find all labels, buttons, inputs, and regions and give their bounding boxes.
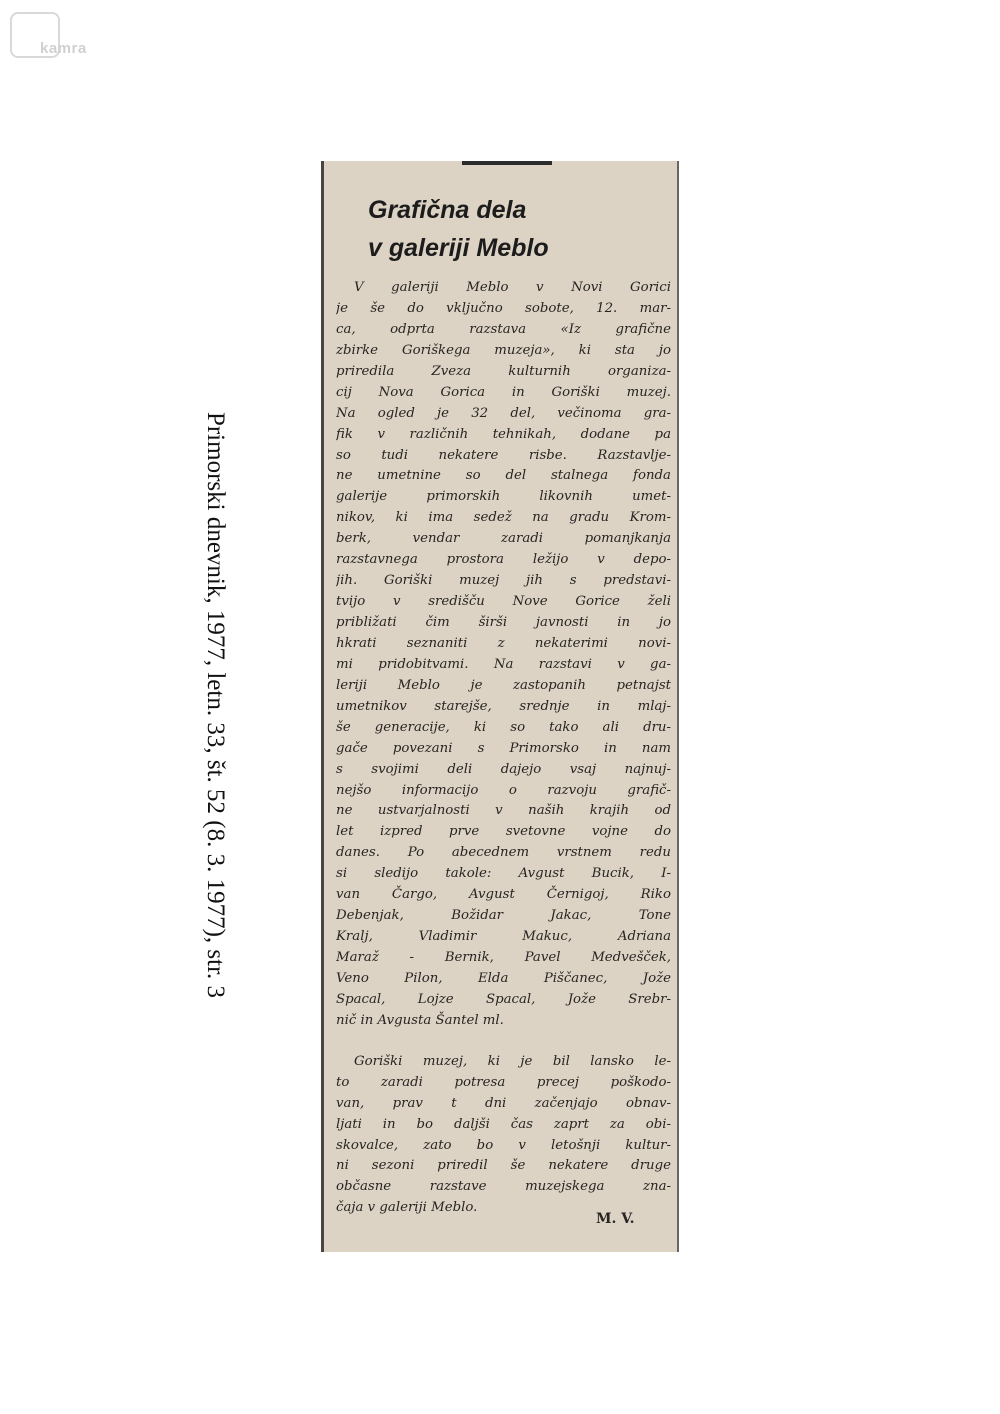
top-rule [462, 161, 552, 165]
text-line: nikov, ki ima sedež na gradu Krom- [336, 510, 671, 526]
text-line: ni sezoni priredil še nekatere druge [336, 1158, 671, 1174]
text-line: ljati in bo daljši čas zaprt za obi- [336, 1116, 671, 1132]
text-line: ca, odprta razstava «Iz grafične [336, 321, 671, 337]
text-line: gače povezani s Primorsko in nam [336, 740, 671, 756]
text-line: mi pridobitvami. Na razstavi v ga- [336, 656, 671, 672]
text-line: Spacal, Lojze Spacal, Jože Srebr- [336, 991, 671, 1007]
newspaper-clipping [321, 161, 679, 1252]
kamra-logo [10, 12, 110, 60]
text-line: let izpred prve svetovne vojne do [336, 824, 671, 840]
text-line: si sledijo takole: Avgust Bucik, I- [336, 866, 671, 882]
paragraph-gap [336, 1032, 671, 1052]
citation-text: Primorski dnevnik, 1977, letn. 33, št. 52 (8. 3. 1977), str. 3 [202, 411, 229, 999]
text-line: zbirke Goriškega muzeja», ki sta jo [336, 342, 671, 358]
kamra-watermark-text: kamra [40, 40, 87, 57]
text-line: priredila Zveza kulturnih organiza- [336, 363, 671, 379]
headline-line: Grafična dela [368, 196, 527, 224]
headline-line: v galeriji Meblo [368, 234, 549, 262]
text-line: Debenjak, Božidar Jakac, Tone [336, 908, 671, 924]
text-line: galerije primorskih likovnih umet- [336, 489, 671, 505]
article-body [336, 278, 671, 1219]
text-line: van Čargo, Avgust Černigoj, Riko [336, 887, 671, 903]
text-line: nič in Avgusta Šantel ml. [336, 1012, 504, 1028]
paragraph-2 [336, 1052, 671, 1220]
text-line: približati čim širši javnosti in jo [336, 615, 671, 630]
text-line: so tudi nekatere risbe. Razstavlje- [336, 447, 671, 463]
text-line: s svojimi deli dajejo vsaj najnuj- [336, 761, 671, 777]
text-line: hkrati seznaniti z nekaterimi novi- [336, 635, 671, 651]
text-line: berk, vendar zaradi pomanjkanja [336, 531, 671, 547]
text-line: Veno Pilon, Elda Piščanec, Jože [336, 970, 671, 986]
text-line: fik v različnih tehnikah, dodane pa [336, 426, 671, 442]
text-line: občasne razstave muzejskega zna- [336, 1179, 671, 1195]
text-line: ne ustvarjalnosti v naših krajih od [336, 803, 671, 819]
text-line: je še do vključno sobote, 12. mar- [336, 300, 671, 316]
text-line: danes. Po abecednem vrstnem redu [336, 845, 671, 861]
text-line: nejšo informacijo o razvoju grafič- [336, 782, 671, 798]
text-line: še generacije, ki so tako ali dru- [336, 719, 671, 735]
text-line: Kralj, Vladimir Makuc, Adriana [336, 929, 671, 945]
paragraph-1 [336, 278, 671, 1032]
text-line: V galeriji Meblo v Novi Gorici [354, 280, 671, 295]
text-line: umetnikov starejše, srednje in mlaj- [336, 698, 671, 714]
text-line: van, prav t dni začenjajo obnav- [336, 1095, 671, 1111]
text-line: leriji Meblo je zastopanih petnajst [336, 677, 671, 693]
text-line: razstavnega prostora ležijo v depo- [336, 552, 671, 568]
text-line: čaja v galeriji Meblo. [336, 1200, 478, 1216]
article-headline [368, 191, 549, 267]
text-line: ne umetnine so del stalnega fonda [336, 468, 671, 484]
text-line: cij Nova Gorica in Goriški muzej. [336, 384, 671, 400]
text-line: Maraž - Bernik, Pavel Medvešček, [336, 950, 671, 965]
text-line: Na ogled je 32 del, večinoma gra- [336, 405, 671, 421]
text-line: jih. Goriški muzej jih s predstavi- [336, 573, 671, 589]
text-line: skovalce, zato bo v letošnji kultur- [336, 1137, 671, 1153]
text-line: Goriški muzej, ki je bil lansko le- [354, 1053, 671, 1069]
text-line: tvijo v središču Nove Gorice želi [336, 594, 671, 610]
author-signature: M. V. [596, 1211, 635, 1227]
text-line: to zaradi potresa precej poškodo- [336, 1074, 671, 1090]
